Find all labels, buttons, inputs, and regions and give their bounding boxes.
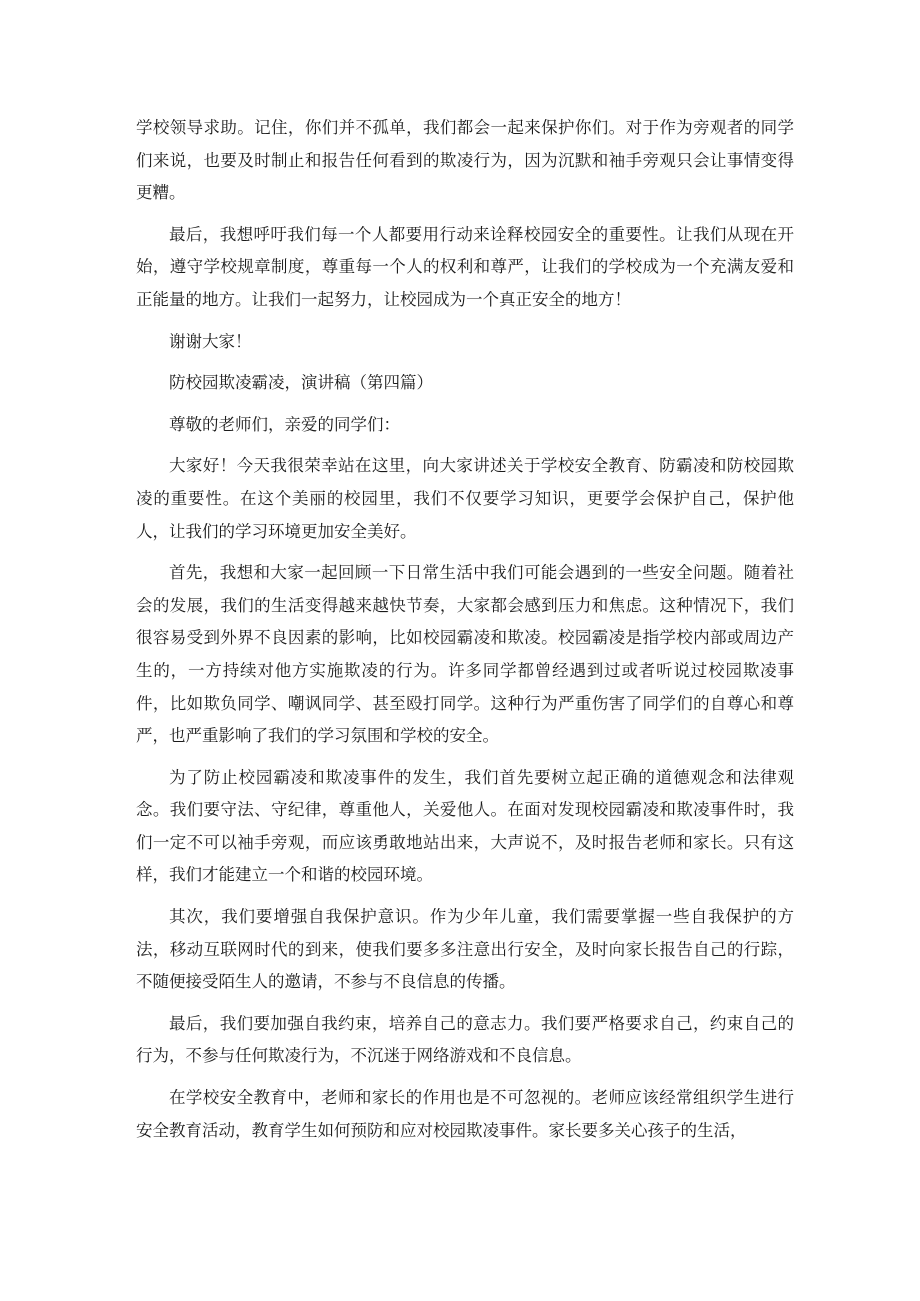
speech-salutation: 尊敬的老师们，亲爱的同学们： [169, 414, 400, 434]
document-body [136, 112, 794, 1156]
paragraph-self-protection: 其次，我们要增强自我保护意识。作为少年儿童，我们需要掌握一些自我保护的方法，移动互联网时代的到来，使我们要多多注意出行安全，及时向家长报告自己的行踪，不随便接受陌生人的邀请，不参与不良信息的传播。 [136, 907, 794, 992]
paragraph-teachers-parents: 在学校安全教育中，老师和家长的作用也是不可忽视的。老师应该经常组织学生进行安全教育活动，教育学生如何预防和应对校园欺凌事件。家长要多关心孩子的生活， [136, 1088, 794, 1140]
paragraph-self-discipline: 最后，我们要加强自我约束，培养自己的意志力。我们要严格要求自己，约束自己的行为，不参与任何欺凌行为，不沉迷于网络游戏和不良信息。 [136, 1013, 794, 1066]
paragraph-prevention: 为了防止校园霸凌和欺凌事件的发生，我们首先要树立起正确的道德观念和法律观念。我们要守法、守纪律，尊重他人，关爱他人。在面对发现校园霸凌和欺凌事件时，我们一定不可以袖手旁观，而应该勇敢地站出来，大声说不，及时报告老师和家长。只有这样，我们才能建立一个和谐的校园环境。 [136, 767, 794, 885]
paragraph-closing-appeal: 最后，我想呼吁我们每一个人都要用行动来诠释校园安全的重要性。让我们从现在开始，遵守学校规章制度，尊重每一个人的权利和尊严，让我们的学校成为一个充满友爱和正能量的地方。让我们一起努力，让校园成为一个真正安全的地方！ [136, 224, 794, 309]
speech-title: 防校园欺凌霸凌，演讲稿（第四篇） [169, 373, 433, 393]
paragraph-thanks: 谢谢大家！ [169, 331, 252, 351]
paragraph-greeting: 大家好！今天我很荣幸站在这里，向大家讲述关于学校安全教育、防霸凌和防校园欺凌的重要性。在这个美丽的校园里，我们不仅要学习知识，更要学会保护自己，保护他人，让我们的学习环境更加安全美好。 [136, 456, 794, 541]
paragraph-continued: 学校领导求助。记住，你们并不孤单，我们都会一起来保护你们。对于作为旁观者的同学们来说，也要及时制止和报告任何看到的欺凌行为，因为沉默和袖手旁观只会让事情变得更糟。 [136, 118, 794, 203]
paragraph-first-point: 首先，我想和大家一起回顾一下日常生活中我们可能会遇到的一些安全问题。随着社会的发展，我们的生活变得越来越快节奏，大家都会感到压力和焦虑。这种情况下，我们很容易受到外界不良因素的影响，比如校园霸凌和欺凌。校园霸凌是指学校内部或周边产生的，一方持续对他方实施欺凌的行为。许多同学都曾经遇到过或者听说过校园欺凌事件，比如欺负同学、嘲讽同学、甚至殴打同学。这种行为严重伤害了同学们的自尊心和尊严，也严重影响了我们的学习氛围和学校的安全。 [136, 563, 794, 746]
